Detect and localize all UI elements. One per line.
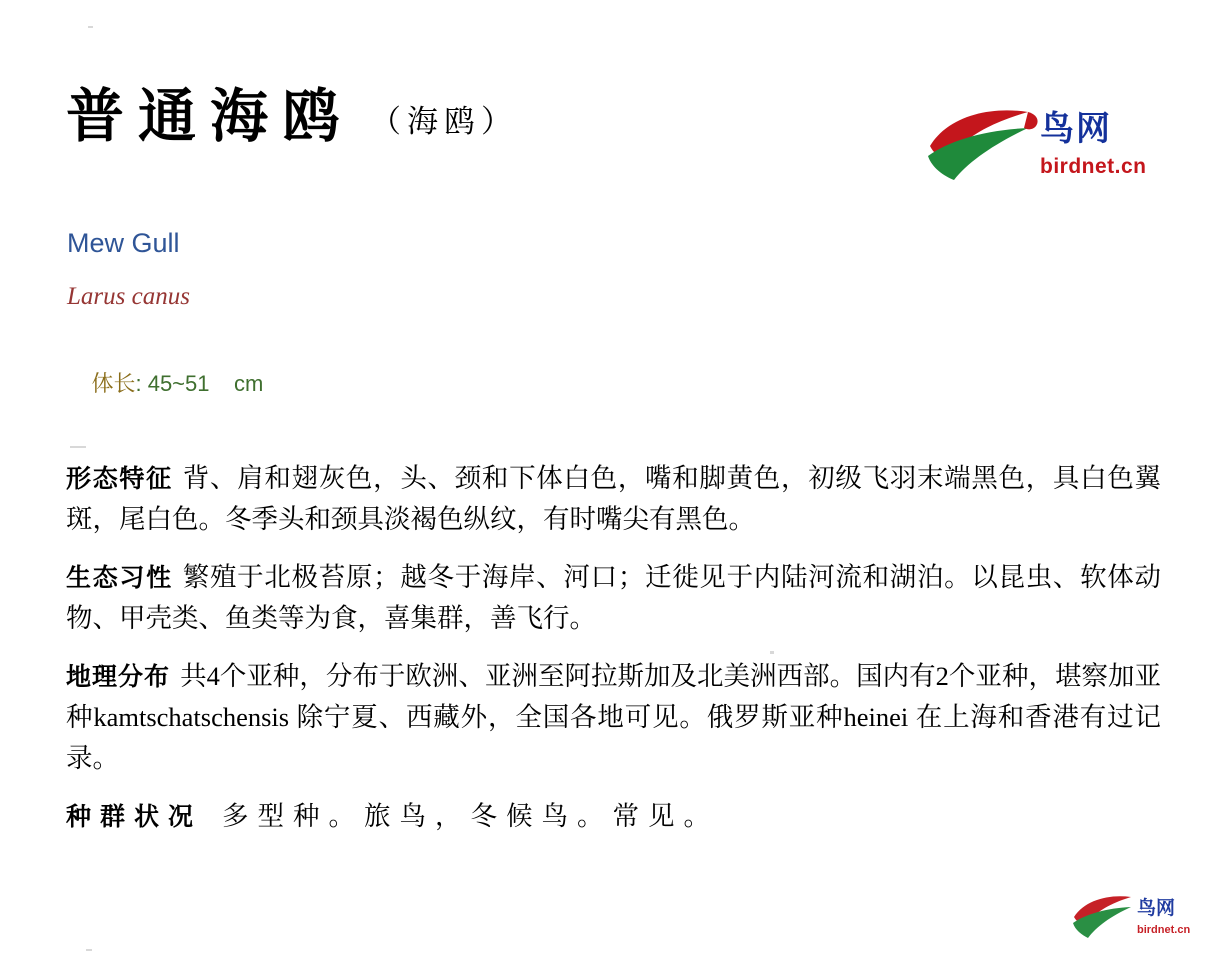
- section-distribution: [66, 656, 1161, 779]
- latin-name: Larus canus: [67, 283, 190, 310]
- section-paragraph: [66, 458, 1161, 540]
- logo-name-cn: 鸟网: [1040, 110, 1112, 148]
- scan-speck: [86, 949, 92, 951]
- section-label-distribution: 地理分布: [66, 663, 171, 692]
- section-paragraph: [66, 557, 1161, 639]
- body-length-line: [67, 341, 263, 424]
- section-ecology: [66, 557, 1161, 639]
- section-population-status: [66, 796, 1161, 837]
- body-length-label: 体长: [91, 371, 136, 396]
- scan-speck: [70, 446, 86, 448]
- scan-speck: [88, 26, 93, 28]
- logo-red-tip: [1024, 112, 1038, 129]
- watermark-name-en: birdnet.cn: [1137, 924, 1191, 936]
- section-morphology: [66, 458, 1161, 540]
- watermark-name-cn: 鸟网: [1137, 898, 1176, 919]
- section-text-distribution: 共4个亚种，分布于欧洲、亚洲至阿拉斯加及北美洲西部。国内有2个亚种，堪察加亚种kamtschatschensis 除宁夏、西藏外，全国各地可见。俄罗斯亚种heinei 在上海和香港有过记录。: [66, 661, 1161, 774]
- section-text-morphology: 背、肩和翅灰色，头、颈和下体白色，嘴和脚黄色，初级飞羽末端黑色，具白色翼斑，尾白色。冬季头和颈具淡褐色纵纹，有时嘴尖有黑色。: [66, 463, 1161, 535]
- birdnet-watermark: [1071, 890, 1201, 946]
- section-text-ecology: 繁殖于北极苔原；越冬于海岸、河口；迁徙见于内陆河流和湖泊。以昆虫、软体动物、甲壳类、鱼类等为食，喜集群，善飞行。: [66, 562, 1161, 634]
- section-label-population-status: 种群状况: [66, 803, 203, 832]
- body-length-value: 45~51: [147, 371, 210, 396]
- section-text-population-status: 多型种。旅鸟，冬候鸟。常见。: [222, 801, 720, 832]
- body-length-separator: :: [135, 371, 148, 396]
- page-title-alternate: （海鸥）: [370, 104, 519, 139]
- english-name: Mew Gull: [67, 228, 180, 258]
- page-title: 普通海鸥: [66, 84, 355, 149]
- body-length-unit: cm: [233, 371, 264, 396]
- section-label-ecology: 生态习性: [66, 564, 173, 593]
- section-label-morphology: 形态特征: [66, 465, 173, 493]
- birdnet-logo: [924, 100, 1154, 192]
- logo-name-en: birdnet.cn: [1040, 155, 1147, 178]
- description-sections: [66, 458, 1161, 855]
- section-paragraph: [66, 656, 1161, 779]
- section-paragraph: [66, 796, 1161, 837]
